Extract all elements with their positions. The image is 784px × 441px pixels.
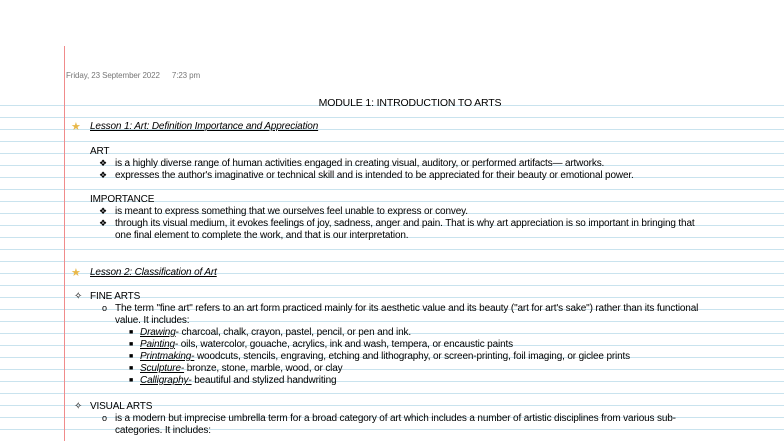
item-text: - charcoal, chalk, crayon, pastel, pencil, or pen and ink. xyxy=(175,327,411,338)
lesson-2-heading: Lesson 2: Classification of Art xyxy=(90,267,217,278)
star-tag-icon: ★ xyxy=(71,267,81,279)
fine-arts-desc-continued: value. It includes: xyxy=(115,315,190,326)
diamond-bullet-icon: ❖ xyxy=(99,170,108,180)
diamond-bullet-icon: ❖ xyxy=(99,218,108,228)
item-term: Sculpture- xyxy=(140,363,185,374)
circle-bullet-icon: o xyxy=(102,303,108,313)
diamond-bullet-icon: ❖ xyxy=(99,158,108,168)
visual-arts-heading: VISUAL ARTS xyxy=(90,401,153,412)
visual-arts-desc: is a modern but imprecise umbrella term for a broad category of art which includes a number of artistic disciplines from various sub- xyxy=(115,413,676,424)
item-term: Printmaking- xyxy=(140,351,195,362)
art-heading: ART xyxy=(90,146,110,157)
item-term: Painting xyxy=(140,339,175,350)
square-bullet-icon: ■ xyxy=(129,353,134,360)
circle-bullet-icon: o xyxy=(102,413,108,423)
list-item: through its visual medium, it evokes feelings of joy, sadness, anger and pain. That is why art appreciation is so important in bringing that xyxy=(115,218,695,229)
list-item xyxy=(140,351,630,363)
star-tag-icon: ★ xyxy=(71,121,81,133)
fine-arts-desc: The term "fine art" refers to an art form practiced mainly for its aesthetic value and its beauty ("art for art's sake") rather than its functional xyxy=(115,303,699,314)
list-item-continued: one final element to complete the work, and that is our interpretation. xyxy=(115,230,409,241)
diamond-bullet-icon: ❖ xyxy=(99,206,108,216)
lesson-1-heading: Lesson 1: Art: Definition Importance and Appreciation xyxy=(90,121,319,132)
list-item: is meant to express something that we ourselves feel unable to express or convey. xyxy=(115,206,468,217)
open-diamond-bullet-icon: ✧ xyxy=(74,401,83,412)
item-term: Calligraphy- xyxy=(140,375,192,386)
square-bullet-icon: ■ xyxy=(129,329,134,336)
item-text: bronze, stone, marble, wood, or clay xyxy=(184,363,343,374)
list-item xyxy=(140,363,343,375)
importance-heading: IMPORTANCE xyxy=(90,194,155,205)
item-term: Drawing xyxy=(140,327,176,338)
item-text: - oils, watercolor, gouache, acrylics, ink and wash, tempera, or encaustic paints xyxy=(174,339,513,350)
item-text: woodcuts, stencils, engraving, etching and lithography, or screen-printing, foil imaging, or giclee prints xyxy=(194,351,630,362)
list-item xyxy=(140,339,513,351)
list-item xyxy=(140,375,336,387)
square-bullet-icon: ■ xyxy=(129,365,134,372)
list-item: expresses the author's imaginative or technical skill and is intended to be appreciated for their beauty or emotional power. xyxy=(115,170,634,181)
square-bullet-icon: ■ xyxy=(129,341,134,348)
open-diamond-bullet-icon: ✧ xyxy=(74,291,83,302)
square-bullet-icon: ■ xyxy=(129,377,134,384)
list-item: is a highly diverse range of human activities engaged in creating visual, auditory, or performed artifacts— artworks. xyxy=(115,158,605,169)
item-text: beautiful and stylized handwriting xyxy=(191,375,337,386)
page-header-area xyxy=(0,0,784,95)
page-time: 7:23 pm xyxy=(171,71,201,80)
page-timestamp xyxy=(66,71,200,80)
page-date: Friday, 23 September 2022 xyxy=(66,71,160,80)
visual-arts-desc-continued: categories. It includes: xyxy=(115,425,211,436)
list-item xyxy=(140,327,411,339)
page-title: MODULE 1: INTRODUCTION TO ARTS xyxy=(318,97,502,109)
fine-arts-heading: FINE ARTS xyxy=(90,291,141,302)
